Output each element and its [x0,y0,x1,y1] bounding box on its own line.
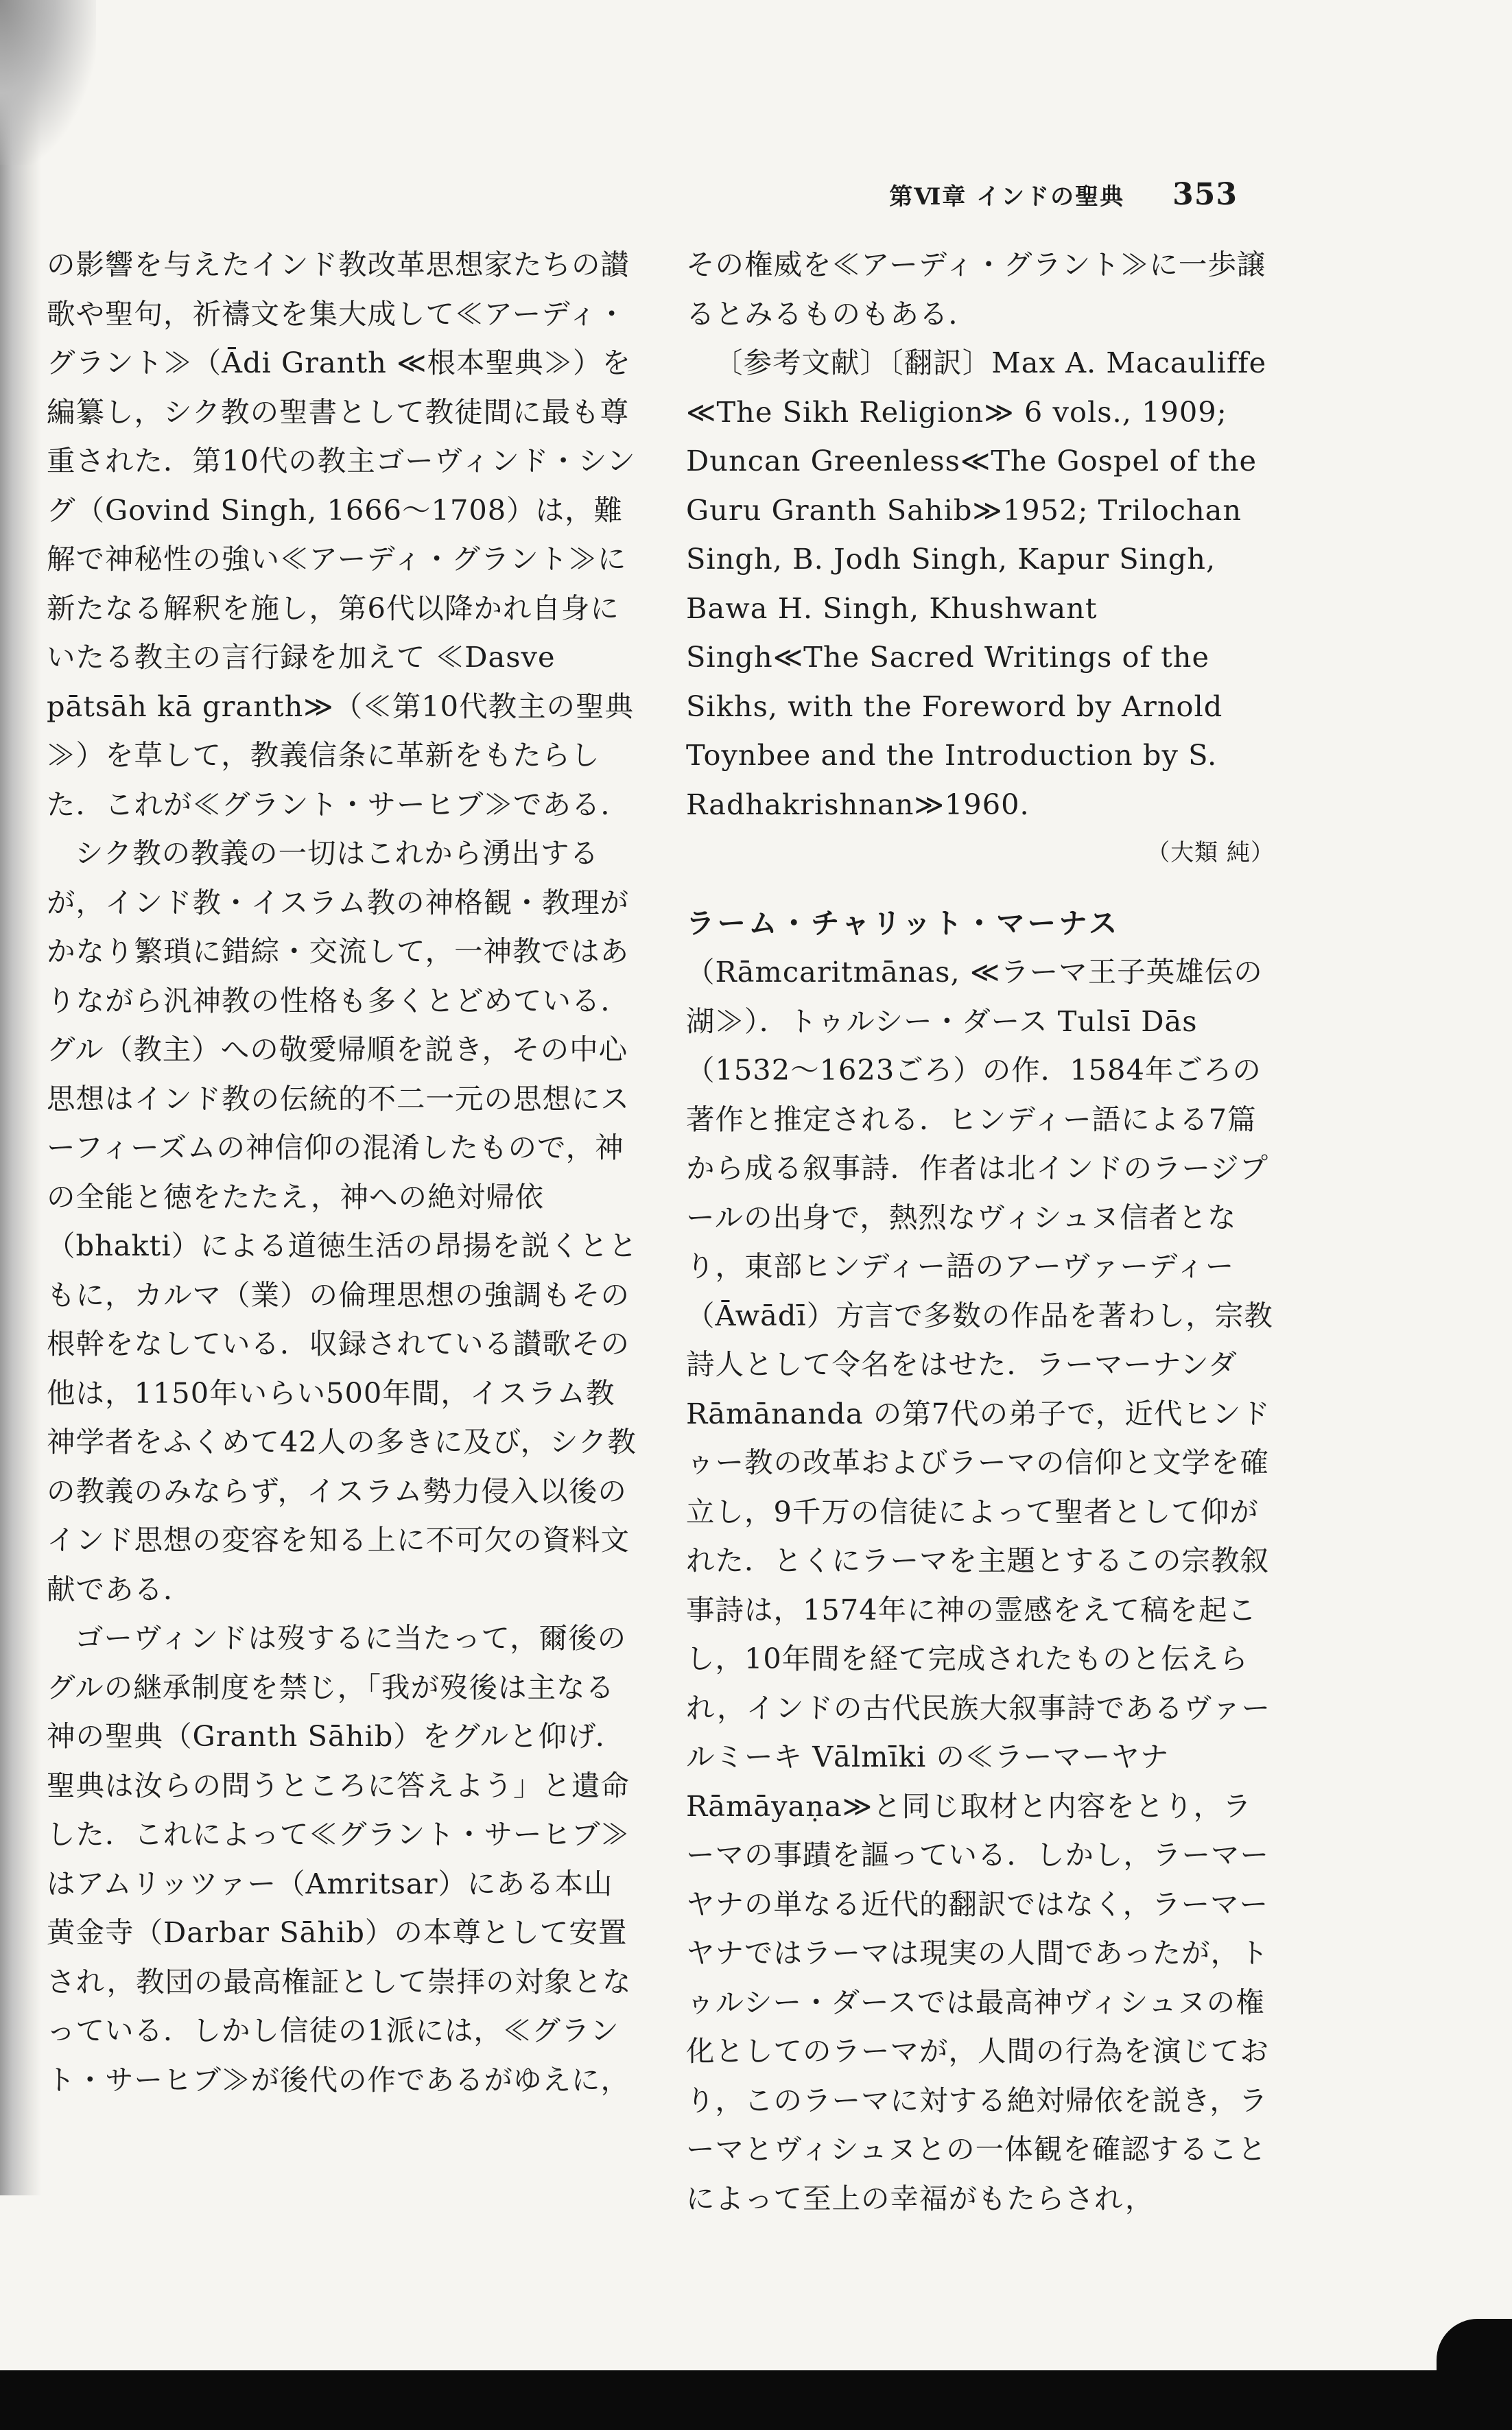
entry-body: （Rāmcaritmānas, ≪ラーマ王子英雄伝の湖≫）．トゥルシー・ダース Tulsī Dās（1532～1623ごろ）の作．1584年ごろの著作と推定される．ヒンディー語による7篇から成る叙事詩．作者は北インドのラージプールの出身で，熱烈なヴィシュヌ信者となり，東部ヒンディー語のアーヴァーディー（Āwādī）方言で多数の作品を著わし，宗教詩人として令名をはせた．ラーマーナンダ Rāmānanda の第7代の弟子で，近代ヒンドゥー教の改革およびラーマの信仰と文学を確立し，9千万の信徒によって聖者として仰がれた．とくにラーマを主題とするこの宗教叙事詩は，1574年に神の霊感をえて稿を起こし，10年間を経て完成されたものと伝えられ，インドの古代民族大叙事詩であるヴァールミーキ Vālmīki の≪ラーマーヤナ Rāmāyaṇa≫と同じ取材と内容をとり，ラーマの事蹟を謳っている．しかし，ラーマーヤナの単なる近代的翻訳ではなく，ラーマーヤナではラーマは現実の人間であったが，トゥルシー・ダースでは最高神ヴィシュヌの権化としてのラーマが，人間の行為を演じており，このラーマに対する絶対帰依を説き，ラーマとヴィシュヌとの一体観を確認することによって至上の幸福がもたらされ， [686,955,1273,2215]
references: 〔参考文献〕〔翻訳〕Max A. Macauliffe ≪The Sikh Religion≫ 6 vols., 1909; Duncan Greenless≪The Gospel of the Guru Granth Sahib≫1952; Trilochan Singh, B. Jodh Singh, Kapur Singh, Bawa H. Singh, Khushwant Singh≪The Sacred Writings of the Sikhs, with the Foreword by Arnold Toynbee and the Introduction by S. Radhakrishnan≫1960. [686,346,1267,821]
left-paragraph-1: の影響を与えたインド教改革思想家たちの讃歌や聖句，祈禱文を集大成して≪アーディ・グラント≫（Ādi Granth ≪根本聖典≫）を編纂し，シク教の聖書として教徒間に最も尊重された．第10代の教主ゴーヴィンド・シング（Govind Singh, 1666～1708）は，難解で神秘性の強い≪アーディ・グラント≫に新たなる解釈を施し，第6代以降かれ自身にいたる教主の言行録を加えて ≪Dasve pātsāh kā granth≫（≪第10代教主の聖典≫）を草して，教義信条に革新をもたらした．これが≪グラント・サーヒブ≫である． [47,248,636,821]
running-head: 第Ⅵ章 インドの聖典 [889,183,1125,211]
scan-bottom-bar [0,2370,1512,2430]
page-header [889,177,1238,225]
left-paragraph-3: ゴーヴィンドは歿するに当たって，爾後のグルの継承制度を禁じ，「我が歿後は主なる神の聖典（Granth Sāhib）をグルと仰げ．聖典は汝らの問うところに答えよう」と遺命した．これによって≪グラント・サーヒブ≫はアムリッツァー（Amritsar）にある本山黄金寺（Darbar Sāhib）の本尊として安置され，教団の最高権証として崇拝の対象となっている．しかし信徒の1派には，≪グラント・サーヒブ≫が後代の作であるがゆえに， [47,1621,632,2097]
entry-ramcaritmanas [686,899,1275,2223]
scan-shadow-left [0,0,41,2195]
scan-shadow-corner [0,0,96,165]
right-column [686,240,1275,2223]
entry-title: ラーム・チャリット・マーナス [686,906,1120,940]
right-paragraph-1: その権威を≪アーディ・グラント≫に一歩譲るとみるものもある． [686,248,1266,331]
author-signature: （大類 純） [1146,839,1275,866]
page-number: 353 [1172,177,1238,212]
left-paragraph-2: シク教の教義の一切はこれから湧出するが，インド教・イスラム教の神格観・教理がかなり繁瑣に錯綜・交流して，一神教ではありながら汎神教の性格も多くとどめている．グル（教主）への敬愛帰順を説き，その中心思想はインド教の伝統的不二一元の思想にスーフィーズムの神信仰の混淆したもので，神の全能と徳をたたえ，神への絶対帰依（bhakti）による道徳生活の昂揚を説くとともに，カルマ（業）の倫理思想の強調もその根幹をなしている．収録されている讃歌その他は，1150年いらい500年間，イスラム教神学者をふくめて42人の多きに及び，シク教の教義のみならず，イスラム勢力侵入以後のインド思想の変容を知る上に不可欠の資料文献である． [47,836,638,1606]
left-column [47,240,638,2104]
